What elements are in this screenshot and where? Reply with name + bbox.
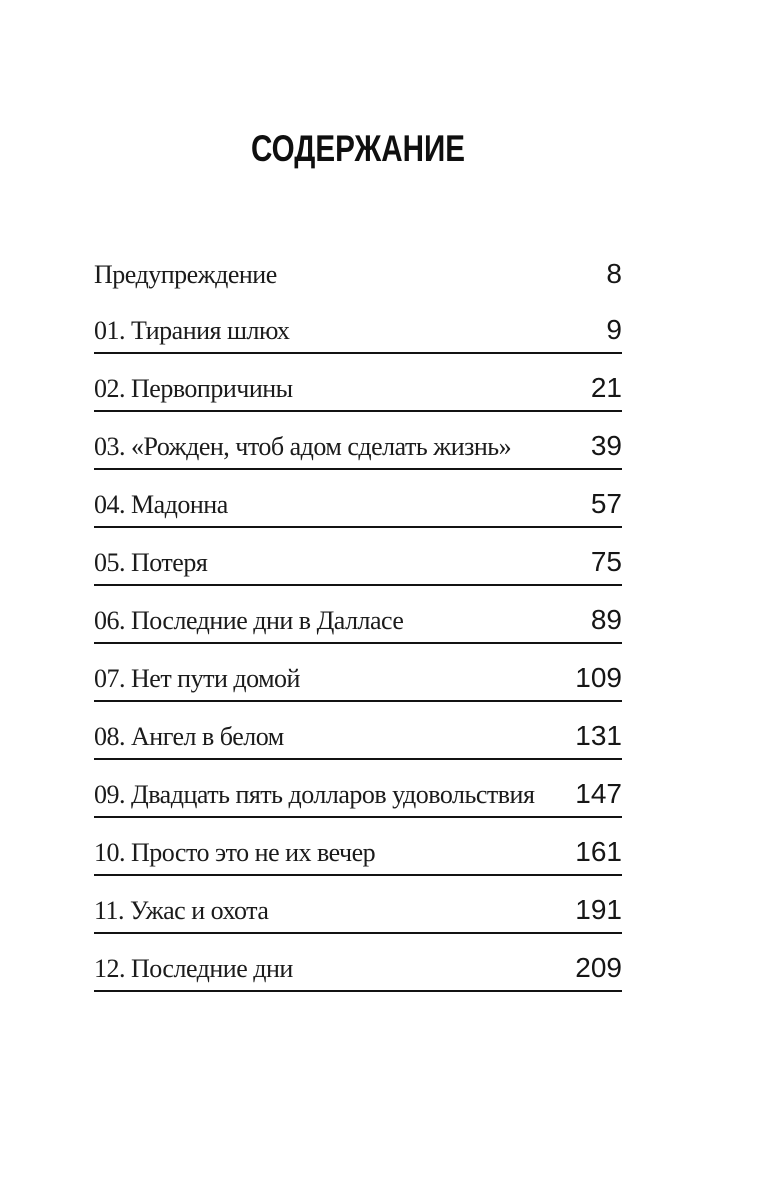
toc-entry-label: 07. Нет пути домой — [94, 663, 300, 693]
toc-entry-page-number: 21 — [590, 371, 622, 403]
toc-entry-label: 09. Двадцать пять долларов удовольствия — [94, 779, 535, 809]
toc-entry-label: 10. Просто это не их вечер — [94, 837, 376, 867]
toc-entry-page-number: 209 — [575, 951, 622, 983]
toc-entry-label: Предупреждение — [94, 259, 277, 289]
toc-entry — [94, 528, 622, 586]
toc-entry — [94, 296, 622, 354]
toc-entry-page-number: 9 — [606, 313, 622, 345]
toc-entry-label: 02. Первопричины — [94, 373, 293, 403]
toc-list — [94, 237, 622, 992]
toc-entry-label: 04. Мадонна — [94, 489, 228, 519]
toc-entry — [94, 586, 622, 644]
toc-entry-label: 05. Потеря — [94, 547, 208, 577]
toc-entry — [94, 876, 622, 934]
toc-entry — [94, 237, 622, 296]
toc-entry-label: 06. Последние дни в Далласе — [94, 605, 404, 635]
toc-entry — [94, 702, 622, 760]
toc-entry-page-number: 75 — [590, 545, 622, 577]
toc-entry-label: 12. Последние дни — [94, 953, 293, 983]
toc-entry-page-number: 57 — [590, 487, 622, 519]
toc-entry — [94, 470, 622, 528]
page-title: СОДЕРЖАНИЕ — [251, 128, 465, 169]
toc-entry-page-number: 191 — [575, 893, 622, 925]
toc-entry-label: 03. «Рожден, чтоб адом сделать жизнь» — [94, 431, 512, 461]
toc-entry — [94, 412, 622, 470]
toc-entry-label: 08. Ангел в белом — [94, 721, 284, 751]
toc-entry-page-number: 8 — [606, 257, 622, 289]
toc-entry — [94, 760, 622, 818]
toc-entry-page-number: 109 — [575, 661, 622, 693]
toc-entry — [94, 818, 622, 876]
toc-entry — [94, 934, 622, 992]
toc-entry — [94, 644, 622, 702]
toc-entry-label: 01. Тирания шлюх — [94, 315, 290, 345]
toc-entry-page-number: 147 — [575, 777, 622, 809]
toc-entry — [94, 354, 622, 412]
toc-entry-page-number: 89 — [590, 603, 622, 635]
toc-entry-page-number: 161 — [575, 835, 622, 867]
toc-entry-page-number: 131 — [575, 719, 622, 751]
toc-entry-page-number: 39 — [590, 429, 622, 461]
toc-entry-label: 11. Ужас и охота — [94, 895, 269, 925]
